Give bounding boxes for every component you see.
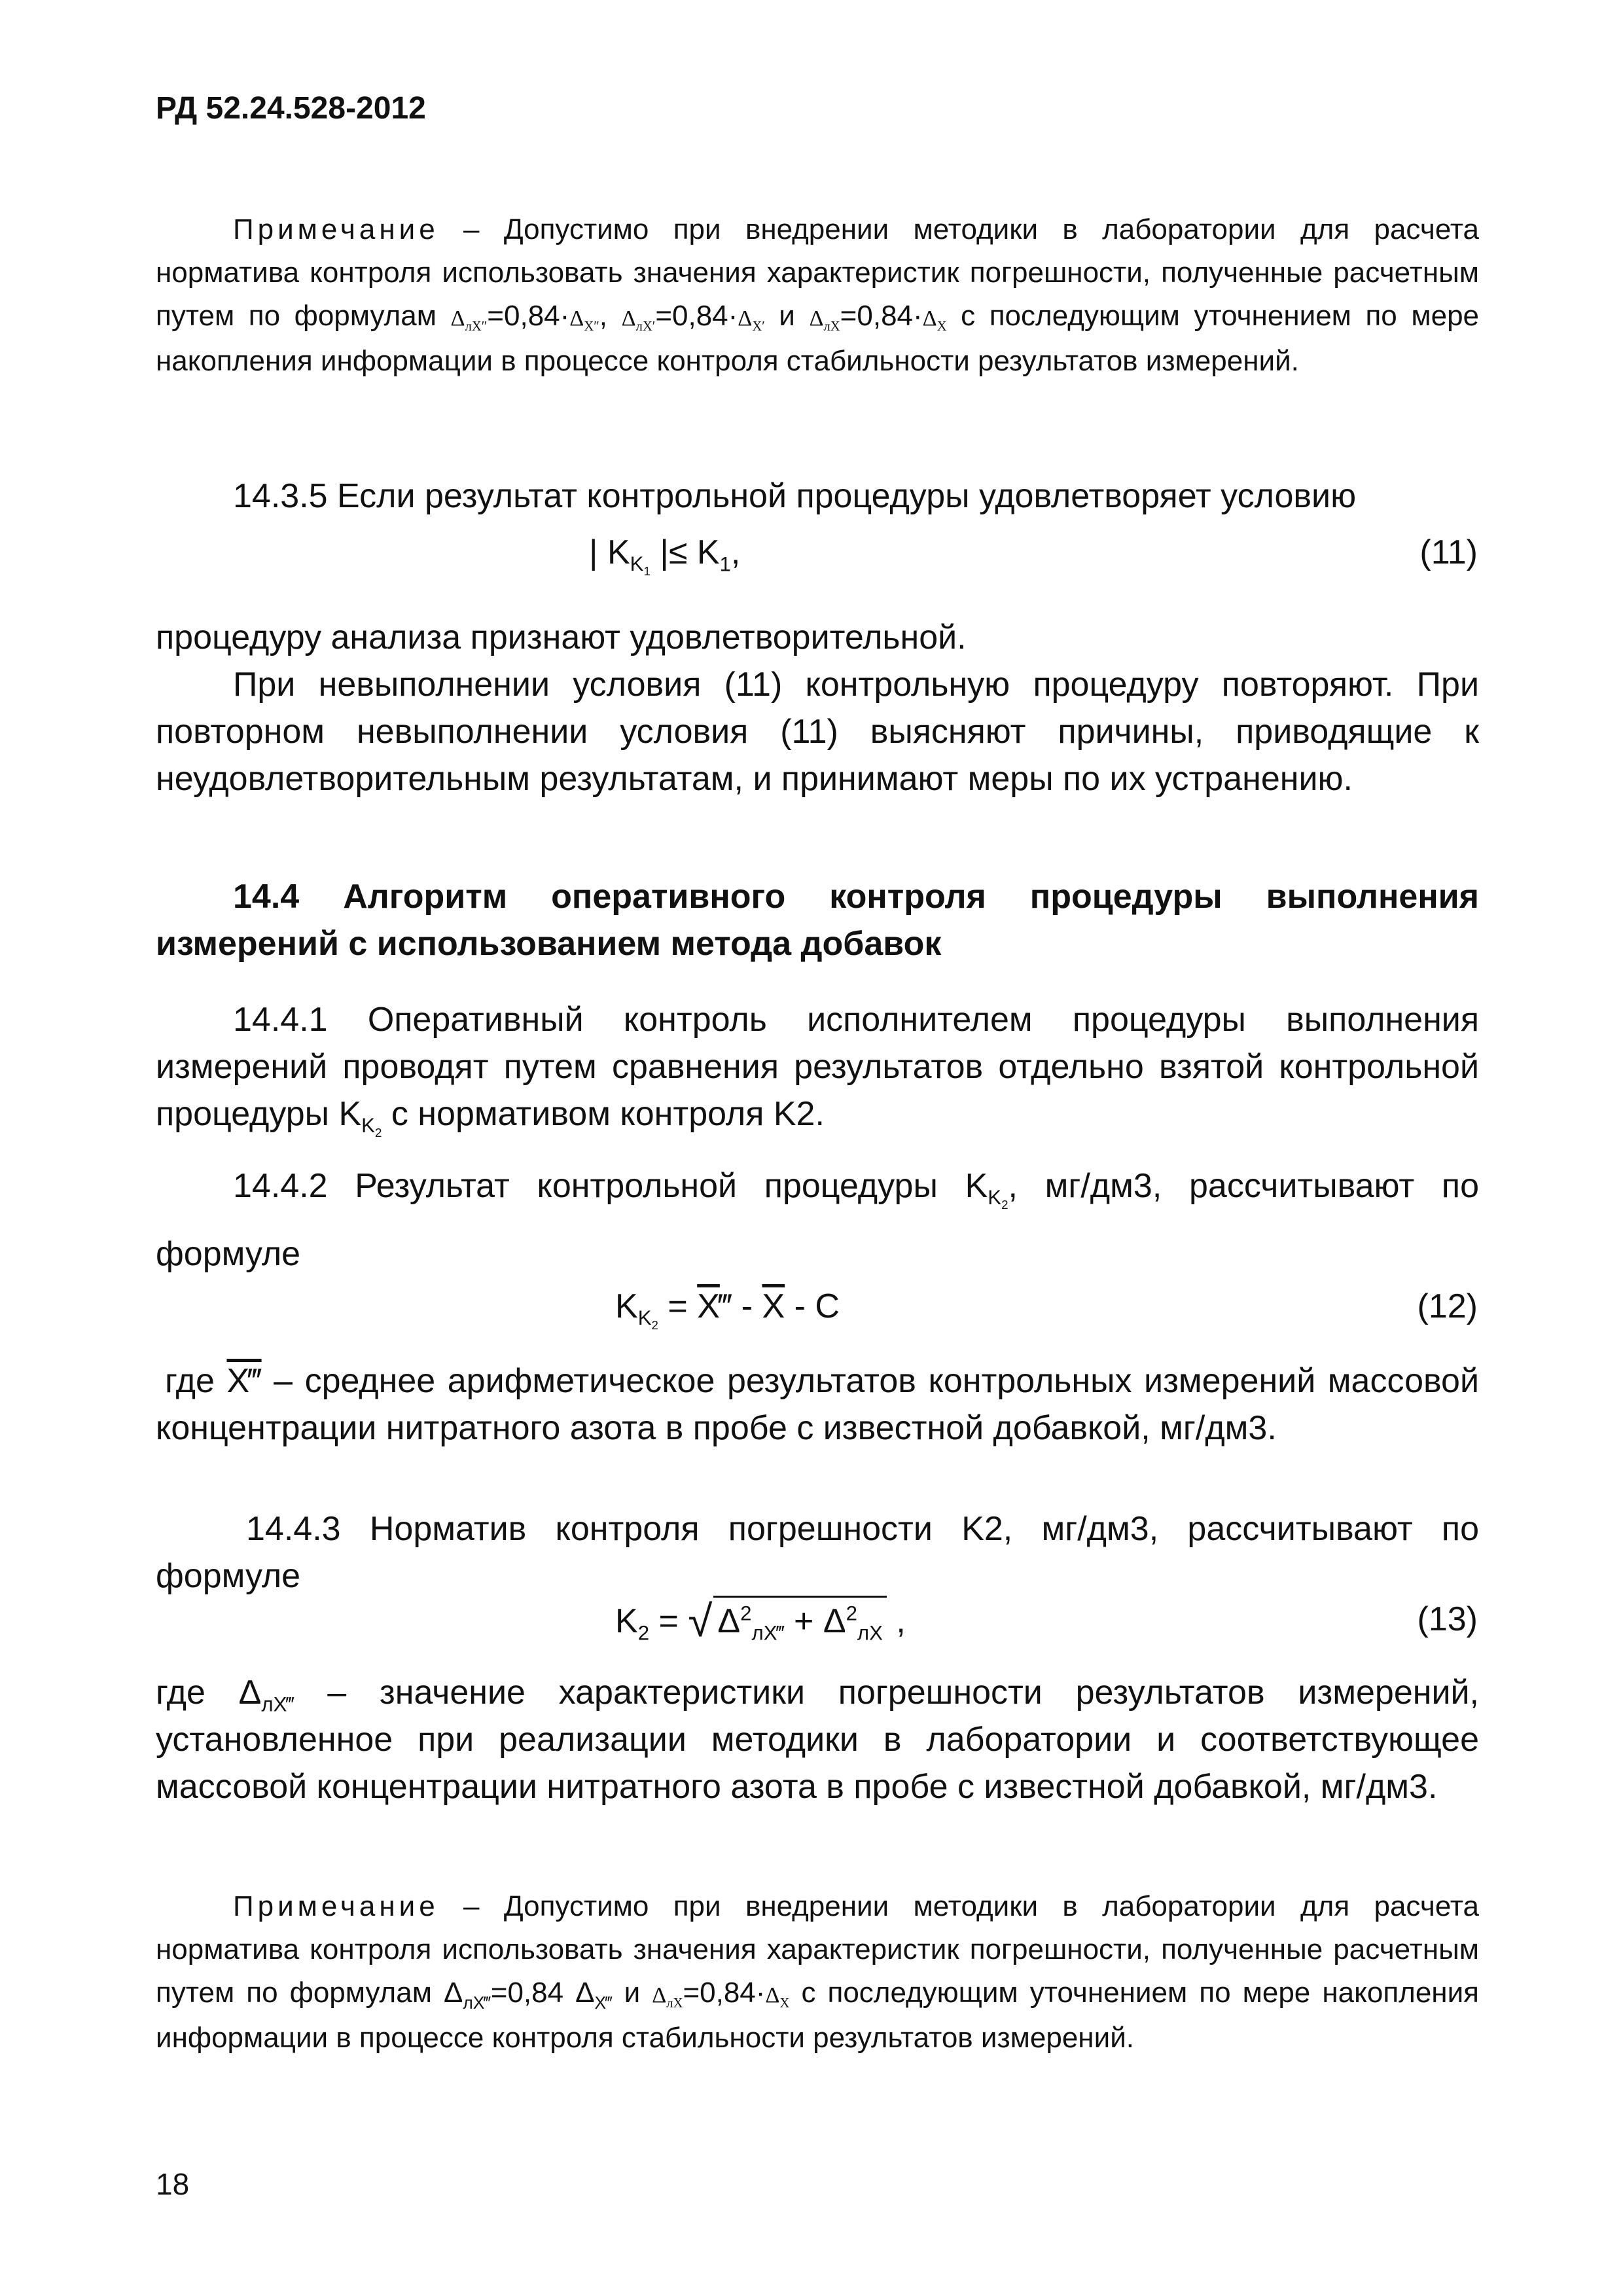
note-2 <box>156 1885 1479 2060</box>
symbol-delta-lx3: $\Delta_{лХ‴}$ <box>238 1674 294 1716</box>
note-1-text-b: с последующим уточнением по мере накопления информации в процессе контроля стабильности результатов измерений. <box>156 300 1480 377</box>
paragraph-14-4-2 <box>156 1152 1479 1288</box>
paragraph-14-4-3: 14.4.3 Норматив контроля погрешности K2, мг/дм3, рассчитывают по формуле <box>156 1510 1479 1595</box>
formula-13: $K_2$ = √ $\Delta^2_{лХ‴} + \Delta^2_{лХ}$ , <box>615 1597 906 1646</box>
formula-11: | $K_{K_1}$ |≤ $K_1$, <box>589 533 741 579</box>
where-lead: где <box>165 1362 227 1400</box>
symbol-kk2: $K_{K_2}$ <box>965 1167 1008 1212</box>
note-1-dash: – <box>438 213 504 245</box>
equation-number-13: (13) <box>1417 1600 1478 1638</box>
note-2-label: Примечание <box>233 1890 439 1922</box>
paragraph-where-13 <box>156 1669 1479 1810</box>
note-1-text-a: Допустимо при внедрении методики в лаборатории для расчета норматива контроля использовать значения характеристик погрешности, полученные расчетным путем по формулам <box>156 213 1479 332</box>
paragraph-14-4-2-text-a: 14.4.2 Результат контрольной процедуры <box>233 1167 965 1205</box>
paragraph-14-3-5: 14.3.5 Если результат контрольной процедуры удовлетворяет условию <box>233 477 1357 515</box>
equation-number-12: (12) <box>1417 1287 1478 1325</box>
formula-12: $K_{K_2}$ = $\overline{X}‴ - \overline{X}$ - C <box>615 1287 840 1333</box>
paragraph-after-11: процедуру анализа признают удовлетворительной. <box>156 619 967 656</box>
note-2-text-b: с последующим уточнением по мере накопления информации в процессе контроля стабильности результатов измерений. <box>156 1977 1480 2054</box>
paragraph-14-4-1 <box>156 996 1479 1138</box>
where-lead: где <box>156 1674 239 1712</box>
note-2-dash: – <box>438 1890 504 1922</box>
symbol-kk2: $K_{K_2}$ <box>338 1095 382 1140</box>
paragraph-where-12 <box>156 1357 1479 1452</box>
document-code-header: РД 52.24.528-2012 <box>156 91 426 126</box>
note-1 <box>156 208 1479 383</box>
paragraph-14-4-2-text-b: , мг/дм3, рассчитывают по формуле <box>156 1167 1479 1273</box>
paragraph-repeat: При невыполнении условия (11) контрольную процедуру повторяют. При повторном невыполнении условия (11) выясняют причины, приводящие к неудовлетворительным результатам, и принимают меры по их устранению. <box>156 666 1479 798</box>
note-2-text-a: Допустимо при внедрении методики в лаборатории для расчета норматива контроля использовать значения характеристик погрешности, полученные расчетным путем по формулам <box>156 1890 1479 2009</box>
where-13-text: – значение характеристики погрешности результатов измерений, установленное при реализации методики в лаборатории и соответствующее массовой концентрации нитратного азота в пробе с известной добавкой, мг/дм3. <box>156 1674 1480 1806</box>
symbol-x-triple-prime: X‴ <box>226 1362 262 1400</box>
paragraph-14-4-1-text-a: 14.4.1 Оперативный контроль исполнителем процедуры выполнения измерений проводят путем сравнения результатов отдельно взятой контрольной процедуры <box>156 1001 1479 1133</box>
note-2-formulas: $\Delta_{лХ‴}=0,84$ $\Delta_{Х‴}$ и $\Delta_{лХ}=0,84\cdot\Delta_Х$ <box>444 1977 790 2013</box>
note-1-formulas: $\Delta_{лХ''}=0,84\cdot\Delta_{Х''}$, $\Delta_{лХ'}=0,84\cdot\Delta_{Х'}$ и $\Delta_{лХ}=0,84\cdot\Delta_Х$ <box>450 300 947 334</box>
equation-number-11: (11) <box>1419 533 1478 571</box>
note-1-label: Примечание <box>233 213 439 245</box>
where-12-text: – среднее арифметическое результатов контрольных измерений массовой концентрации нитратного азота в пробе с известной добавкой, мг/дм3. <box>156 1362 1479 1447</box>
section-14-4-heading: 14.4 Алгоритм оперативного контроля процедуры выполнения измерений с использованием метода добавок <box>156 878 1479 963</box>
page-number: 18 <box>156 2167 190 2201</box>
paragraph-14-4-1-text-b: с нормативом контроля K2. <box>382 1095 825 1133</box>
